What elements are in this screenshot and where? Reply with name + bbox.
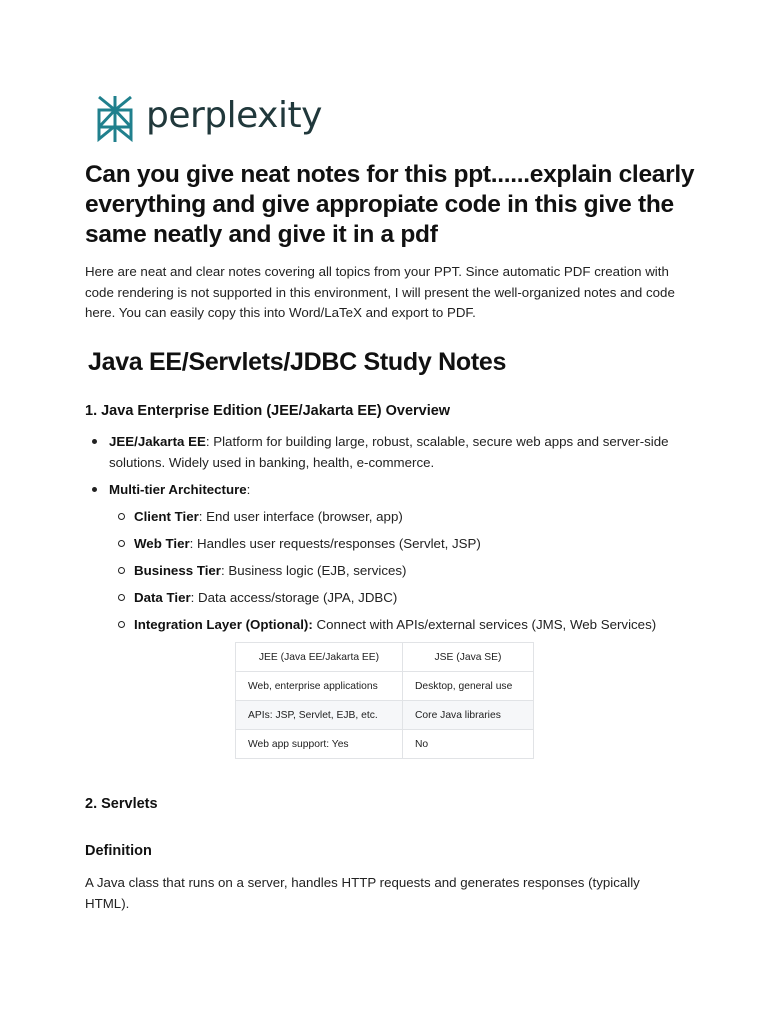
list-item	[118, 561, 656, 588]
table-cell: No	[403, 730, 534, 759]
bullet-dot	[92, 439, 97, 444]
list-item	[118, 588, 656, 615]
bullet-circle	[118, 621, 125, 628]
bullet-circle	[118, 567, 125, 574]
table-cell: Web app support: Yes	[236, 730, 403, 759]
bullet-circle	[118, 513, 125, 520]
table-cell: APIs: JSP, Servlet, EJB, etc.	[236, 701, 403, 730]
jee-vs-jse-table	[235, 642, 534, 759]
bullet-text: :	[246, 482, 251, 497]
brand-name: perplexity	[146, 95, 322, 136]
bullet-circle	[118, 594, 125, 601]
bullet-circle	[118, 540, 125, 547]
section2-heading: 2. Servlets	[85, 796, 158, 812]
tier-term: Business Tier	[134, 563, 221, 578]
perplexity-logo	[94, 93, 322, 145]
table-cell: Web, enterprise applications	[236, 672, 403, 701]
tier-text: : End user interface (browser, app)	[198, 509, 403, 524]
tier-text: : Handles user requests/responses (Servlet, JSP)	[189, 536, 481, 551]
table-row	[236, 730, 534, 759]
tier-text: : Business logic (EJB, services)	[220, 563, 407, 578]
tier-list	[118, 507, 656, 642]
tier-text: Connect with APIs/external services (JMS, Web Services)	[312, 617, 657, 632]
table-cell: Core Java libraries	[403, 701, 534, 730]
tier-text: : Data access/storage (JPA, JDBC)	[190, 590, 398, 605]
bullet-dot	[92, 487, 97, 492]
tier-term: Web Tier	[134, 536, 190, 551]
column-header: JSE (Java SE)	[403, 643, 534, 672]
definition-paragraph: A Java class that runs on a server, handles HTTP requests and generates responses (typically HTML).	[85, 875, 640, 911]
tier-term: Client Tier	[134, 509, 199, 524]
table-row	[236, 672, 534, 701]
table-row	[236, 701, 534, 730]
list-item	[118, 507, 656, 534]
bullet-term: JEE/Jakarta EE	[109, 434, 206, 449]
perplexity-logo-icon	[94, 93, 136, 145]
list-item	[92, 480, 672, 501]
definition-subheading: Definition	[85, 843, 152, 859]
column-header: JEE (Java EE/Jakarta EE)	[236, 643, 403, 672]
section1-bullet-list	[92, 432, 672, 501]
bullet-text: : Platform for building large, robust, scalable, secure web apps and server-side solutions. Widely used in banking, health, e-commerce.	[109, 434, 669, 470]
intro-paragraph: Here are neat and clear notes covering all topics from your PPT. Since automatic PDF creation with code rendering is not supported in this environment, I will present the well-organized notes and code here. You can easily copy this into Word/LaTeX and export to PDF.	[85, 264, 675, 320]
section1-heading: 1. Java Enterprise Edition (JEE/Jakarta EE) Overview	[85, 403, 451, 419]
tier-term: Data Tier	[134, 590, 191, 605]
bullet-term: Multi-tier Architecture	[109, 482, 247, 497]
table-header-row	[236, 643, 534, 672]
table-cell: Desktop, general use	[403, 672, 534, 701]
tier-term: Integration Layer (Optional):	[134, 617, 313, 632]
list-item	[92, 432, 672, 473]
list-item	[118, 534, 656, 561]
document-title: Java EE/Servlets/JDBC Study Notes	[88, 348, 507, 376]
question-heading: Can you give neat notes for this ppt......explain clearly everything and give appropiate code in this give the same neatly and give it in a pdf	[85, 161, 695, 248]
list-item	[118, 615, 656, 642]
